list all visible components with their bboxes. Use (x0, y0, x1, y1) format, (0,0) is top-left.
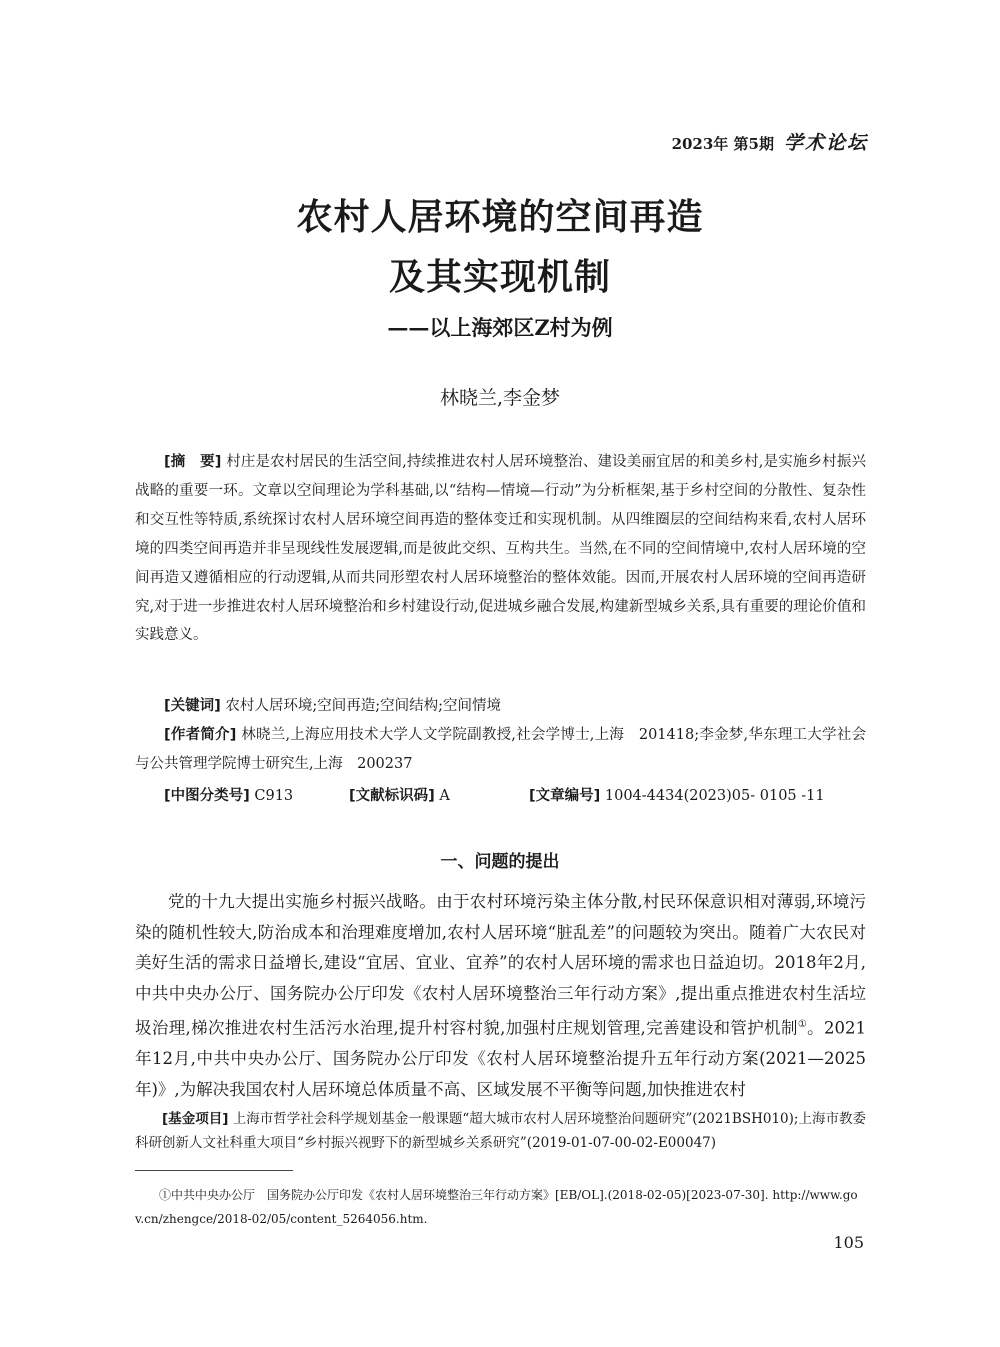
clc-item (164, 782, 349, 811)
article-subtitle: ——以上海郊区Z村为例 (387, 315, 613, 340)
keywords-text: 农村人居环境;空间再造;空间结构;空间情境 (225, 698, 502, 714)
funding-label: [基金项目] (162, 1111, 229, 1127)
article-number-item (529, 782, 825, 811)
article-number-value: 1004-4434(2023)05- 0105 -11 (604, 788, 825, 804)
abstract-block (135, 448, 866, 650)
footnote-divider (135, 1170, 293, 1171)
journal-name: 学术论坛 (783, 132, 868, 154)
author-bio-label: [作者简介] (164, 727, 237, 743)
footnote-ref: ① (797, 1018, 808, 1030)
classification-row (135, 782, 895, 811)
issue-label: 2023年 第5期 (671, 135, 774, 153)
body-text-part-2: 。2021年12月,中共中央办公厅、国务院办公厅印发《农村人居环境整治提升五年行动方案(2021—2025年)》,为解决我国农村人居环境总体质量不高、区域发展不平衡等问题,加快推进农村 (135, 1018, 867, 1099)
clc-value: C913 (254, 788, 294, 804)
keywords-label: [关键词] (164, 698, 221, 714)
abstract-label: [摘 要] (164, 454, 222, 470)
footnote: ①中共中央办公厅 国务院办公厅印发《农村人居环境整治三年行动方案》[EB/OL].(2018-02-05)[2023-07-30]. http://www.gov.cn/zhengce/2018-02/05/content_5264056.htm. (135, 1188, 858, 1226)
body-text-part-1: 党的十九大提出实施乡村振兴战略。由于农村环境污染主体分散,村民环保意识相对薄弱,环境污染的随机性较大,防治成本和治理难度增加,农村人居环境“脏乱差”的问题较为突出。随着广大农民对美好生活的需求日益增长,建设“宜居、宜业、宜养”的农村人居环境的需求也日益迫切。2018年2月,中共中央办公厅、国务院办公厅印发《农村人居环境整治三年行动方案》,提出重点推进农村生活垃圾治理,梯次推进农村生活污水治理,提升村容村貌,加强村庄规划管理,完善建设和管护机制 (135, 892, 866, 1038)
keywords (135, 692, 895, 721)
funding-text: 上海市哲学社会科学规划基金一般课题“超大城市农村人居环境整治问题研究”(2021BSH010);上海市教委科研创新人文社科重大项目“乡村振兴视野下的新型城乡关系研究”(2019-01-07-00-02-E00047) (135, 1111, 867, 1151)
article-number-label: [文章编号] (529, 788, 601, 804)
doc-code-label: [文献标识码] (349, 788, 435, 804)
page-number: 105 (833, 1233, 864, 1252)
abstract-text: 村庄是农村居民的生活空间,持续推进农村人居环境整治、建设美丽宜居的和美乡村,是实施乡村振兴战略的重要一环。文章以空间理论为学科基础,以“结构—情境—行动”为分析框架,基于乡村空间的分散性、复杂性和交互性等特质,系统探讨农村人居环境空间再造的整体变迁和实现机制。从四维圈层的空间结构来看,农村人居环境的四类空间再造并非呈现线性发展逻辑,而是彼此交织、互构共生。当然,在不同的空间情境中,农村人居环境的空间再造又遵循相应的行动逻辑,从而共同形塑农村人居环境整治的整体效能。因而,开展农村人居环境的空间再造研究,对于进一步推进农村人居环境整治和乡村建设行动,促进城乡融合发展,构建新型城乡关系,具有重要的理论价值和实践意义。 (135, 454, 867, 644)
funding-note (135, 1107, 866, 1155)
author-bio (135, 721, 866, 779)
clc-label: [中图分类号] (164, 788, 250, 804)
doc-code-value: A (439, 788, 450, 804)
section-heading: 一、问题的提出 (440, 852, 560, 872)
article-title-line-2: 及其实现机制 (388, 257, 611, 298)
running-header (672, 128, 868, 155)
authors: 林晓兰,李金梦 (439, 387, 561, 409)
author-bio-text: 林晓兰,上海应用技术大学人文学院副教授,社会学博士,上海 201418;李金梦,华东理工大学社会与公共管理学院博士研究生,上海 200237 (135, 727, 866, 772)
body-paragraph (135, 887, 866, 1105)
doc-code-item (349, 782, 529, 811)
article-title-line-1: 农村人居环境的空间再造 (296, 197, 704, 238)
